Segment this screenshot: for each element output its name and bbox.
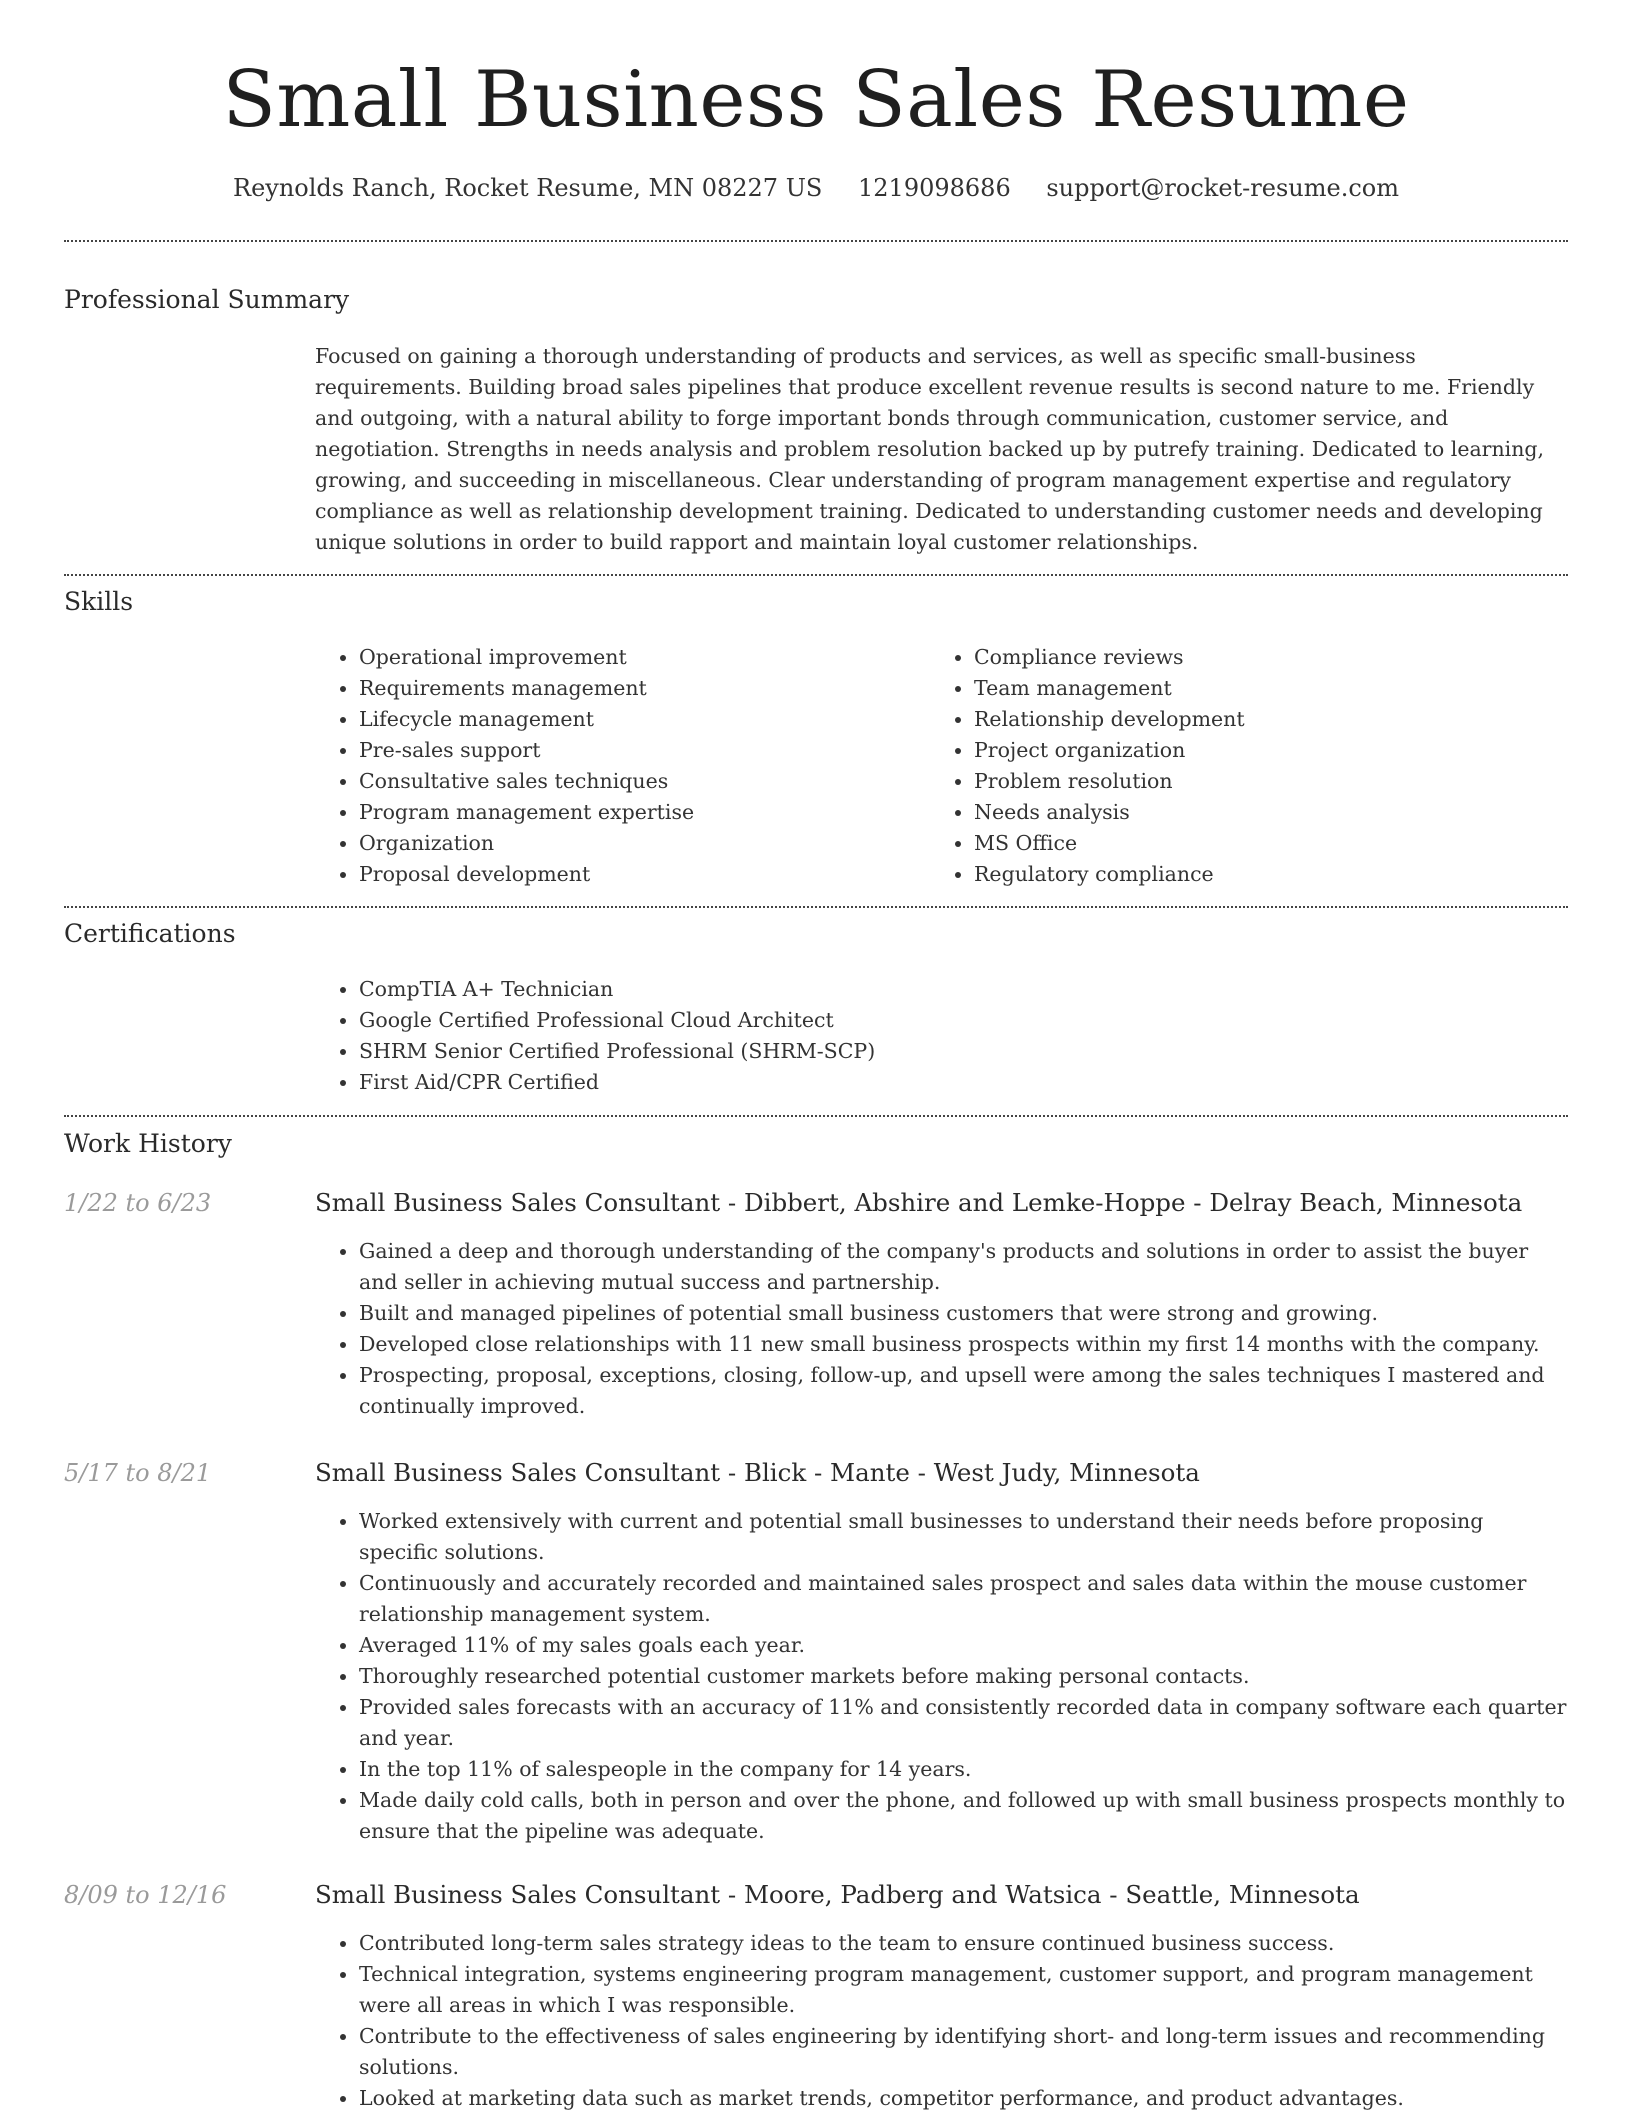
section-divider <box>64 240 1568 242</box>
job-title: Small Business Sales Consultant - Moore, Padberg and Watsica - Seattle, Minnesota <box>315 1880 1360 1909</box>
section-divider <box>64 1115 1568 1117</box>
contact-phone: 1219098686 <box>858 174 1011 202</box>
resume-title: Small Business Sales Resume <box>222 55 1410 145</box>
job-title: Small Business Sales Consultant - Dibbert, Abshire and Lemke-Hoppe - Delray Beach, Minnesota <box>315 1188 1523 1217</box>
job-bullets <box>315 1928 1567 2114</box>
skill-item: • MS Office <box>974 828 1574 859</box>
skill-item: • Program management expertise <box>359 797 919 828</box>
job-bullets <box>315 1236 1567 1422</box>
skill-item: • Operational improvement <box>359 642 919 673</box>
summary-text: Focused on gaining a thorough understanding of products and services, as well as specific small-business requirements. Building broad sales pipelines that produce excellent revenue results is second nature to me. Friendly and outgoing, with a natural ability to forge important bonds through communication, customer service, and negotiation. Strengths in needs analysis and problem resolution backed up by putrefy training. Dedicated to learning, growing, and succeeding in miscellaneous. Clear understanding of program management expertise and regulatory compliance as well as relationship development training. Dedicated to understanding customer needs and developing unique solutions in order to build rapport and maintain loyal customer relationships. <box>315 344 1545 554</box>
skill-item: • Consultative sales techniques <box>359 766 919 797</box>
skills-heading: Skills <box>64 587 134 616</box>
certification-item: • SHRM Senior Certified Professional (SHRM-SCP) <box>359 1036 1559 1067</box>
job-dates: 1/22 to 6/23 <box>64 1189 212 1217</box>
skills-list-left <box>315 642 919 890</box>
job-bullet: • Averaged 11% of my sales goals each year. <box>359 1630 1567 1661</box>
skill-item: • Team management <box>974 673 1574 704</box>
certification-item: • CompTIA A+ Technician <box>359 974 1559 1005</box>
section-divider <box>64 574 1568 576</box>
skill-item: • Pre-sales support <box>359 735 919 766</box>
certifications-list <box>315 974 1559 1098</box>
job-bullet: • Prospecting, proposal, exceptions, closing, follow-up, and upsell were among the sales techniques I mastered and continually improved. <box>359 1360 1567 1422</box>
job-bullet: • Continuously and accurately recorded and maintained sales prospect and sales data within the mouse customer relationship management system. <box>359 1568 1567 1630</box>
contact-address: Reynolds Ranch, Rocket Resume, MN 08227 US <box>233 174 823 202</box>
skill-item: • Regulatory compliance <box>974 859 1574 890</box>
skill-item: • Project organization <box>974 735 1574 766</box>
job-bullet: • Contribute to the effectiveness of sales engineering by identifying short- and long-term issues and recommending solutions. <box>359 2021 1567 2083</box>
contact-line <box>0 171 1632 205</box>
job-dates: 5/17 to 8/21 <box>64 1459 212 1487</box>
job-bullet: • Looked at marketing data such as market trends, competitor performance, and product advantages. <box>359 2083 1567 2114</box>
job-bullets <box>315 1506 1567 1847</box>
job-bullet: • Built and managed pipelines of potential small business customers that were strong and growing. <box>359 1298 1567 1329</box>
contact-email[interactable]: support@rocket-resume.com <box>1046 174 1399 202</box>
certification-item: • Google Certified Professional Cloud Architect <box>359 1005 1559 1036</box>
job-bullet: • Technical integration, systems engineering program management, customer support, and program management were all areas in which I was responsible. <box>359 1959 1567 2021</box>
job-dates: 8/09 to 12/16 <box>64 1881 227 1909</box>
skill-item: • Proposal development <box>359 859 919 890</box>
certifications-heading: Certifications <box>64 919 236 948</box>
skill-item: • Organization <box>359 828 919 859</box>
skill-item: • Needs analysis <box>974 797 1574 828</box>
skills-list-right <box>930 642 1574 890</box>
summary-heading: Professional Summary <box>64 285 350 314</box>
skill-item: • Compliance reviews <box>974 642 1574 673</box>
job-bullet: • Thoroughly researched potential customer markets before making personal contacts. <box>359 1661 1567 1692</box>
job-bullet: • Gained a deep and thorough understanding of the company's products and solutions in order to assist the buyer and seller in achieving mutual success and partnership. <box>359 1236 1567 1298</box>
work-history-heading: Work History <box>64 1129 232 1158</box>
job-bullet: • In the top 11% of salespeople in the company for 14 years. <box>359 1754 1567 1785</box>
job-bullet: • Made daily cold calls, both in person and over the phone, and followed up with small business prospects monthly to ensure that the pipeline was adequate. <box>359 1785 1567 1847</box>
skill-item: • Requirements management <box>359 673 919 704</box>
skill-item: • Lifecycle management <box>359 704 919 735</box>
skill-item: • Problem resolution <box>974 766 1574 797</box>
job-title: Small Business Sales Consultant - Blick - Mante - West Judy, Minnesota <box>315 1458 1200 1487</box>
job-bullet: • Provided sales forecasts with an accuracy of 11% and consistently recorded data in company software each quarter and year. <box>359 1692 1567 1754</box>
job-bullet: • Worked extensively with current and potential small businesses to understand their needs before proposing specific solutions. <box>359 1506 1567 1568</box>
job-bullet: • Developed close relationships with 11 new small business prospects within my first 14 months with the company. <box>359 1329 1567 1360</box>
skill-item: • Relationship development <box>974 704 1574 735</box>
section-divider <box>64 906 1568 908</box>
certification-item: • First Aid/CPR Certified <box>359 1067 1559 1098</box>
job-bullet: • Contributed long-term sales strategy ideas to the team to ensure continued business success. <box>359 1928 1567 1959</box>
